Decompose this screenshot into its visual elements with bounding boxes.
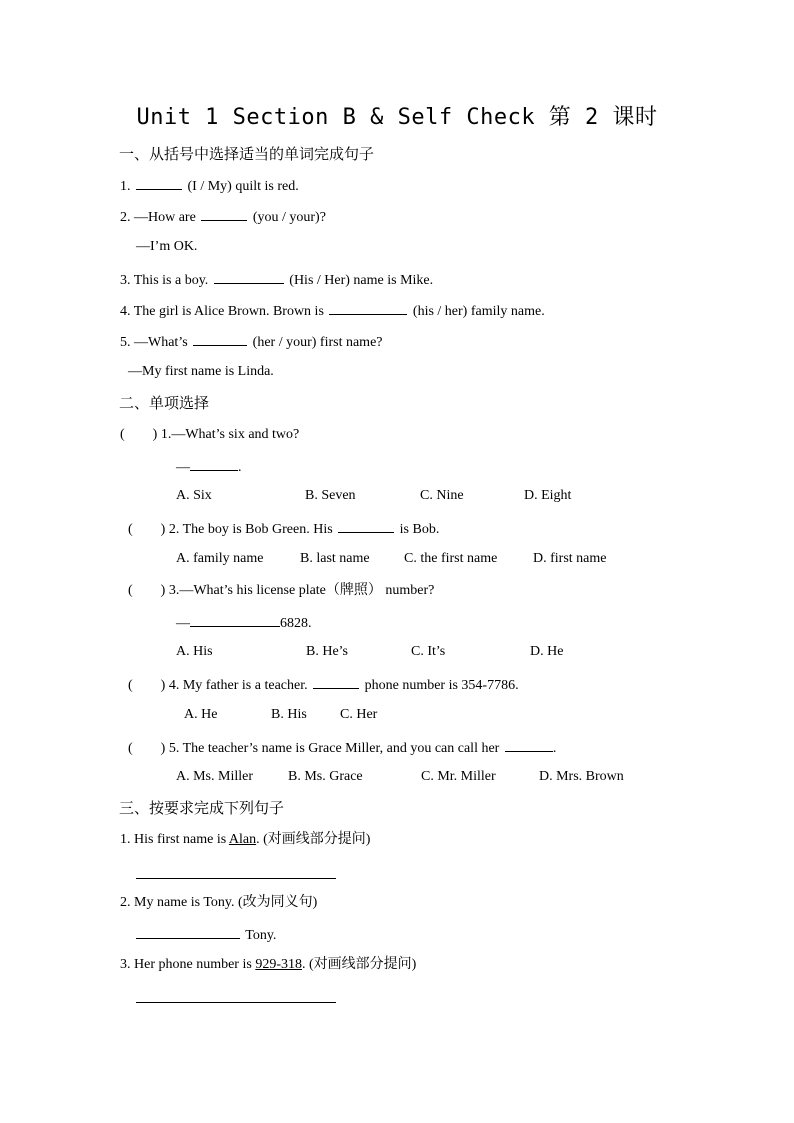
s2-question-4 [128,675,519,695]
s2-q2-option-d[interactable]: D. first name [533,551,607,566]
s2-q5-option-b[interactable]: B. Ms. Grace [288,769,363,784]
s1-q2-answer: —I’m OK. [136,239,198,254]
page-title: Unit 1 Section B & Self Check 第 2 课时 [136,105,658,130]
underlined-word: Alan [228,832,257,847]
s2-q3-text: 3.—What’s his license plate（牌照） number? [168,583,435,598]
answer-paren[interactable]: ( ) [128,583,166,598]
response-end: 6828. [280,616,312,631]
s1-q4-blank[interactable] [329,301,407,315]
s2-q3-option-d[interactable]: D. He [530,644,564,659]
s2-q5-blank[interactable] [505,738,553,752]
s1-q5-blank[interactable] [193,332,247,346]
s2-q1-option-a[interactable]: A. Six [176,488,212,503]
s1-q1-blank[interactable] [136,176,182,190]
answer-paren[interactable]: ( ) [120,427,158,442]
section-1-heading: 一、从括号中选择适当的单词完成句子 [119,145,375,163]
section-3-heading: 三、按要求完成下列句子 [119,799,285,817]
s1-q2-text: 2. —How are [120,210,196,225]
s3-q1-text: 1. His first name is [120,832,227,847]
s2-question-2 [128,519,439,539]
s3-q3-text: 3. Her phone number is [120,957,252,972]
s1-q3-options: (His / Her) name is Mike. [289,273,434,288]
s1-q2-blank[interactable] [201,207,247,221]
s2-q1-option-d[interactable]: D. Eight [524,488,572,503]
s2-q2-blank[interactable] [338,519,394,533]
underlined-number: 929-318 [255,957,302,972]
s3-question-2: 2. My name is Tony. (改为同义句) [120,895,318,910]
s2-q3-option-b[interactable]: B. He’s [306,644,348,659]
s1-q3-text: 3. This is a boy. [120,273,209,288]
s1-question-5 [120,332,383,352]
s2-q3-response [176,613,312,633]
s2-q2-text-end: is Bob. [399,522,440,537]
s2-q4-blank[interactable] [313,675,359,689]
s1-q4-options: (his / her) family name. [412,304,545,319]
s2-q5-option-a[interactable]: A. Ms. Miller [176,769,253,784]
s1-question-2 [120,207,326,227]
s3-q3-answer-line[interactable] [136,1002,336,1003]
s2-q2-option-b[interactable]: B. last name [300,551,370,566]
period: . [238,460,242,475]
s2-q2-option-c[interactable]: C. the first name [404,551,498,566]
s3-question-1 [120,831,370,849]
s2-q2-option-a[interactable]: A. family name [176,551,264,566]
s3-q2-answer-tail: Tony. [245,928,277,943]
answer-paren[interactable]: ( ) [128,741,166,756]
s2-q1-text: 1.—What’s six and two? [160,427,300,442]
s2-q1-option-c[interactable]: C. Nine [420,488,464,503]
s2-q1-option-b[interactable]: B. Seven [305,488,356,503]
s2-q2-text: 2. The boy is Bob Green. His [168,522,333,537]
s3-q3-instruction: . (对画线部分提问) [301,957,417,972]
s2-q5-option-c[interactable]: C. Mr. Miller [421,769,496,784]
s1-question-1 [120,176,299,196]
s1-q1-text: (I / My) quilt is red. [187,179,299,194]
answer-paren[interactable]: ( ) [128,522,166,537]
s2-q4-option-a[interactable]: A. He [184,707,218,722]
s2-q1-blank[interactable] [190,457,238,471]
period: . [552,741,557,756]
s1-question-3 [120,270,433,290]
s2-q5-option-d[interactable]: D. Mrs. Brown [539,769,624,784]
dash: — [176,460,190,475]
s3-q1-instruction: . (对画线部分提问) [256,832,371,847]
dash: — [176,616,190,631]
s2-q4-option-c[interactable]: C. Her [340,707,378,722]
answer-paren[interactable]: ( ) [128,678,166,693]
s2-q3-option-c[interactable]: C. It’s [411,644,446,659]
s1-q3-blank[interactable] [214,270,284,284]
s3-question-3 [120,956,416,974]
s2-q1-response [176,457,242,477]
s2-q3-option-a[interactable]: A. His [176,644,213,659]
s2-question-3 [128,582,434,600]
s2-q5-text: 5. The teacher’s name is Grace Miller, and you can call her [168,741,500,756]
s2-q4-option-b[interactable]: B. His [271,707,307,722]
s2-q3-blank[interactable] [190,613,280,627]
section-2-heading: 二、单项选择 [119,394,210,412]
s3-q1-answer-line[interactable] [136,878,336,879]
s1-question-4 [120,301,545,321]
s2-q4-text: 4. My father is a teacher. [168,678,308,693]
s2-q4-text-end: phone number is 354-7786. [364,678,519,693]
s3-q2-blank[interactable] [136,925,240,939]
s2-question-1 [120,426,299,444]
s1-q5-text: 5. —What’s [120,335,188,350]
s1-q2-options: (you / your)? [252,210,326,225]
s2-question-5 [128,738,556,758]
s3-q2-answer [136,925,276,945]
s1-q4-text: 4. The girl is Alice Brown. Brown is [120,304,324,319]
s1-q5-options: (her / your) first name? [252,335,383,350]
s1-q5-answer: —My first name is Linda. [128,364,274,379]
s1-q1-number: 1. [120,179,131,194]
